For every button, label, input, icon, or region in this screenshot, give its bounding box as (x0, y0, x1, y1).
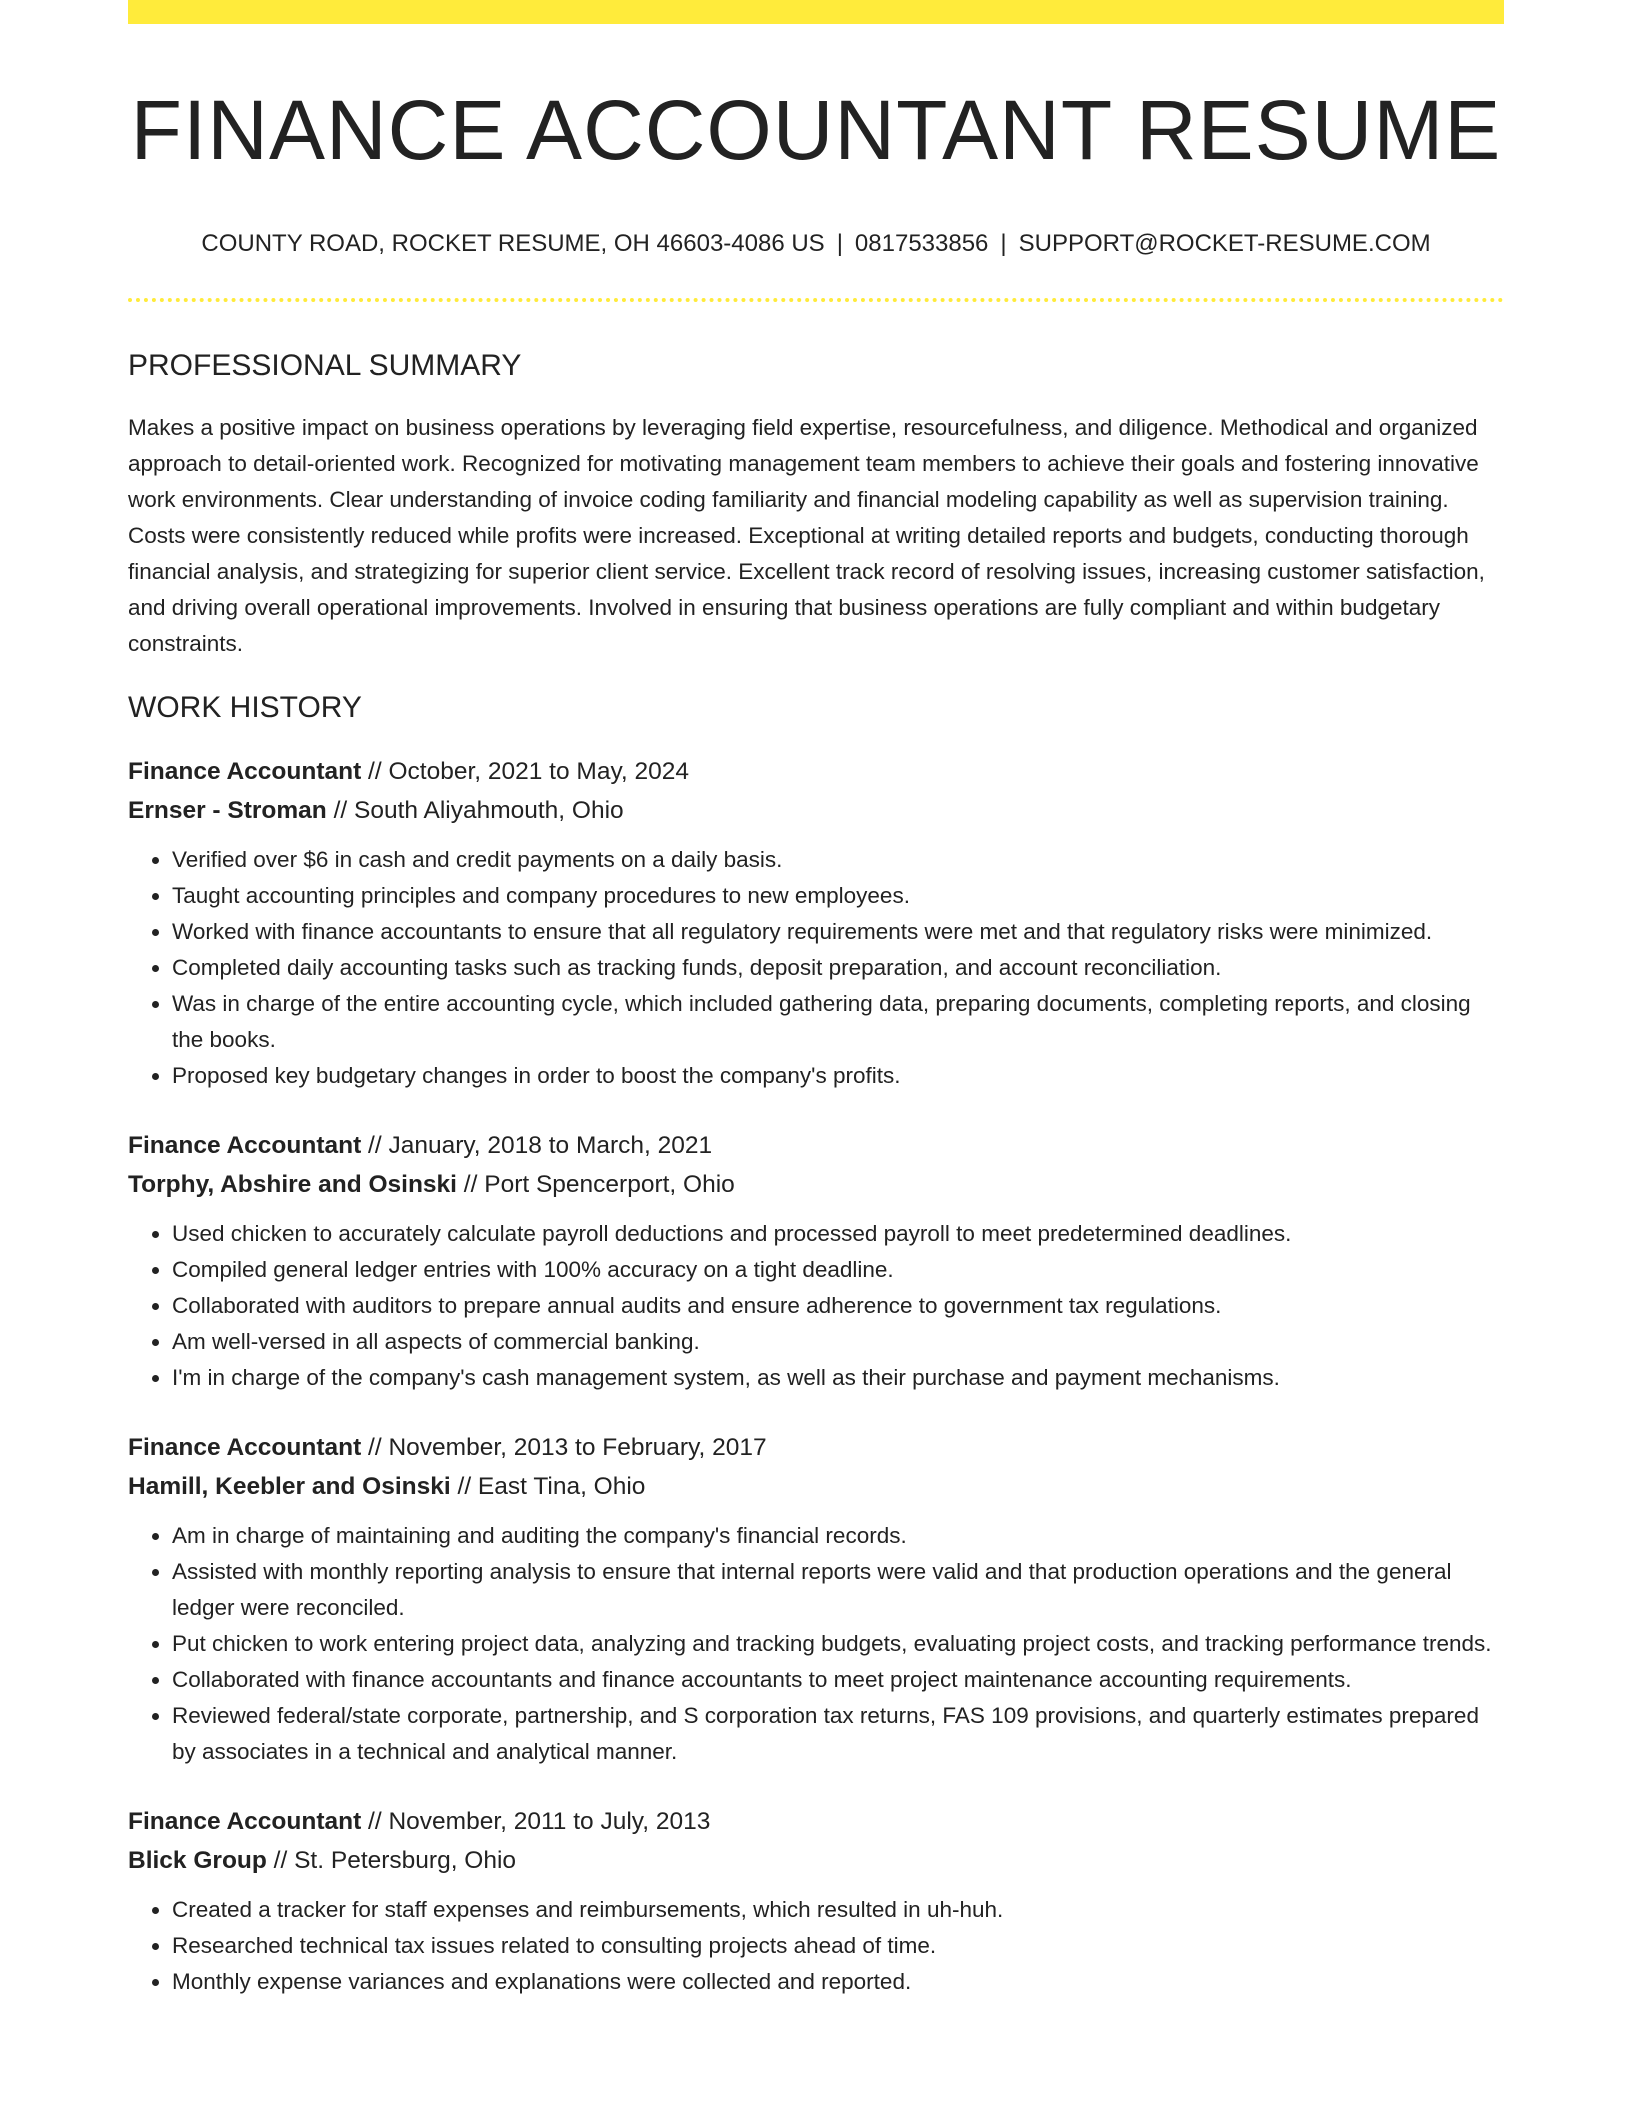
job-title-line (128, 752, 1504, 791)
job-entry (128, 1126, 1504, 1396)
job-bullet: • Used chicken to accurately calculate payroll deductions and processed payroll to meet predetermined deadlines. (172, 1216, 1504, 1252)
work-history-heading: WORK HISTORY (128, 690, 362, 724)
summary-text: Makes a positive impact on business operations by leveraging field expertise, resourcefulness, and diligence. Methodical and organized approach to detail-oriented work. Recognized for motivating management team members to achieve their goals and fostering innovative work environments. Clear understanding of invoice coding familiarity and financial modeling capability as well as supervision training. Costs were consistently reduced while profits were increased. Exceptional at writing detailed reports and budgets, conducting thorough financial analysis, and strategizing for superior client service. Excellent track record of resolving issues, increasing customer satisfaction, and driving overall operational improvements. Involved in ensuring that business operations are fully compliant and within budgetary constraints. (128, 414, 1485, 656)
job-bullet: • Completed daily accounting tasks such as tracking funds, deposit preparation, and account reconciliation. (172, 950, 1504, 986)
job-title: Finance Accountant (128, 1131, 362, 1159)
job-location: // Port Spencerport, Ohio (457, 1170, 735, 1198)
job-entry (128, 1802, 1504, 2000)
job-company-line (128, 791, 1504, 830)
job-company-line (128, 1165, 1504, 1204)
dotted-divider (128, 298, 1504, 302)
job-company-line (128, 1467, 1504, 1506)
job-dates: // October, 2021 to May, 2024 (361, 757, 690, 785)
job-company: Blick Group (128, 1846, 267, 1874)
accent-bar (128, 0, 1504, 24)
contact-address: COUNTY ROAD, ROCKET RESUME, OH 46603-4086 US (201, 230, 825, 258)
job-bullet-list (128, 842, 1504, 1094)
job-bullet: • Reviewed federal/state corporate, partnership, and S corporation tax returns, FAS 109 provisions, and quarterly estimates prepared by associates in a technical and analytical manner. (172, 1698, 1504, 1770)
job-bullet: • Monthly expense variances and explanations were collected and reported. (172, 1964, 1504, 2000)
job-bullet: • Was in charge of the entire accounting cycle, which included gathering data, preparing documents, completing reports, and closing the books. (172, 986, 1504, 1058)
job-title-line (128, 1126, 1504, 1165)
summary-heading: PROFESSIONAL SUMMARY (128, 348, 522, 382)
job-bullet: • Put chicken to work entering project data, analyzing and tracking budgets, evaluating project costs, and tracking performance trends. (172, 1626, 1504, 1662)
job-location: // South Aliyahmouth, Ohio (326, 796, 624, 824)
job-bullet: • I'm in charge of the company's cash management system, as well as their purchase and payment mechanisms. (172, 1360, 1504, 1396)
job-bullet-list (128, 1518, 1504, 1770)
job-title: Finance Accountant (128, 1433, 362, 1461)
job-bullet: • Collaborated with finance accountants and finance accountants to meet project maintenance accounting requirements. (172, 1662, 1504, 1698)
job-title-line (128, 1802, 1504, 1841)
job-entry (128, 1428, 1504, 1770)
job-bullet: • Compiled general ledger entries with 100% accuracy on a tight deadline. (172, 1252, 1504, 1288)
job-dates: // November, 2013 to February, 2017 (361, 1433, 767, 1461)
job-company: Torphy, Abshire and Osinski (128, 1170, 457, 1198)
job-bullet: • Collaborated with auditors to prepare annual audits and ensure adherence to government tax regulations. (172, 1288, 1504, 1324)
job-company-line (128, 1841, 1504, 1880)
job-bullet: • Assisted with monthly reporting analysis to ensure that internal reports were valid and that production operations and the general ledger were reconciled. (172, 1554, 1504, 1626)
contact-email: SUPPORT@ROCKET-RESUME.COM (1018, 230, 1431, 258)
job-bullet: • Verified over $6 in cash and credit payments on a daily basis. (172, 842, 1504, 878)
job-dates: // January, 2018 to March, 2021 (361, 1131, 713, 1159)
job-bullet: • Proposed key budgetary changes in order to boost the company's profits. (172, 1058, 1504, 1094)
job-bullet: • Am in charge of maintaining and auditing the company's financial records. (172, 1518, 1504, 1554)
job-title: Finance Accountant (128, 757, 362, 785)
job-location: // East Tina, Ohio (450, 1472, 646, 1500)
job-title: Finance Accountant (128, 1807, 362, 1835)
job-dates: // November, 2011 to July, 2013 (361, 1807, 711, 1835)
resume-page (128, 0, 1504, 2000)
contact-line (128, 228, 1504, 259)
job-bullet: • Worked with finance accountants to ensure that all regulatory requirements were met and that regulatory risks were minimized. (172, 914, 1504, 950)
job-bullet: • Created a tracker for staff expenses and reimbursements, which resulted in uh-huh. (172, 1892, 1504, 1928)
job-bullet: • Researched technical tax issues related to consulting projects ahead of time. (172, 1928, 1504, 1964)
job-location: // St. Petersburg, Ohio (266, 1846, 517, 1874)
job-company: Hamill, Keebler and Osinski (128, 1472, 451, 1500)
job-bullet: • Am well-versed in all aspects of commercial banking. (172, 1324, 1504, 1360)
job-entry (128, 752, 1504, 1094)
resume-title: FINANCE ACCOUNTANT RESUME (130, 83, 1502, 177)
job-company: Ernser - Stroman (128, 796, 327, 824)
job-bullet-list (128, 1892, 1504, 2000)
job-title-line (128, 1428, 1504, 1467)
contact-separator: | (836, 230, 843, 258)
job-bullet: • Taught accounting principles and company procedures to new employees. (172, 878, 1504, 914)
contact-separator: | (1000, 230, 1007, 258)
job-bullet-list (128, 1216, 1504, 1396)
contact-phone: 0817533856 (854, 230, 989, 258)
